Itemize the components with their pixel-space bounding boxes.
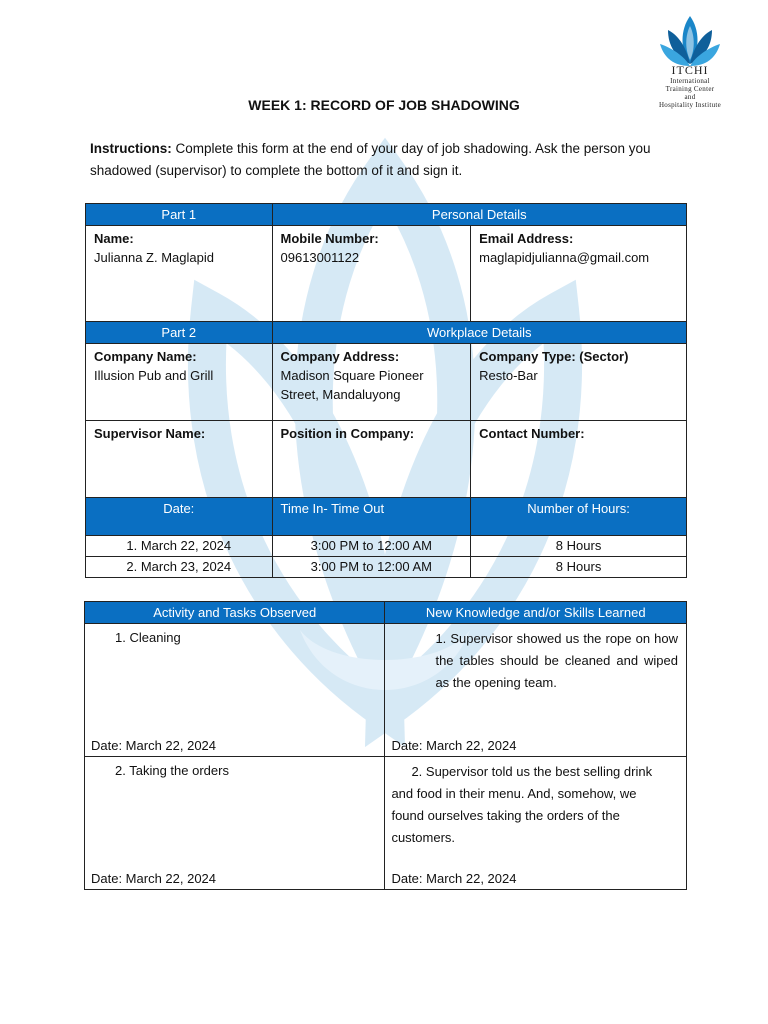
position-label: Position in Company: — [280, 426, 415, 441]
part1-header: Part 1 — [86, 204, 273, 226]
instructions-text: Complete this form at the end of your day of job shadowing. Ask the person you shadowed (supervisor) to complete the bottom of it and sign it. — [90, 141, 651, 178]
company-address-value: Madison Square Pioneer Street, Mandaluyong — [280, 368, 424, 402]
name-label: Name: — [94, 231, 134, 246]
activity-row — [85, 757, 687, 890]
learned-date: Date: March 22, 2024 — [391, 871, 517, 886]
workplace-details-header: Workplace Details — [272, 322, 686, 344]
position-cell — [272, 421, 471, 498]
company-name-cell — [86, 344, 273, 421]
name-value: Julianna Z. Maglapid — [94, 250, 214, 265]
company-address-cell — [272, 344, 471, 421]
knowledge-header: New Knowledge and/or Skills Learned — [385, 602, 687, 624]
supervisor-label: Supervisor Name: — [94, 426, 206, 441]
learned-text: 1. Supervisor showed us the rope on how the tables should be cleaned and wiped as the opening team. — [435, 631, 678, 690]
task-date: Date: March 22, 2024 — [91, 871, 217, 886]
schedule-time: 3:00 PM to 12:00 AM — [272, 557, 471, 578]
company-type-value: Resto-Bar — [479, 368, 538, 383]
mobile-value: 09613001122 — [280, 250, 360, 265]
time-header: Time In- Time Out — [272, 498, 471, 536]
company-name-value: Illusion Pub and Grill — [94, 368, 214, 383]
task-text: 2. Taking the orders — [115, 763, 229, 778]
page-title: WEEK 1: RECORD OF JOB SHADOWING — [248, 97, 520, 113]
email-value: maglapidjulianna@gmail.com — [479, 250, 650, 265]
schedule-row — [86, 536, 687, 557]
email-cell — [471, 226, 687, 322]
mobile-cell — [272, 226, 471, 322]
date-header: Date: — [86, 498, 273, 536]
instructions-label: Instructions: — [90, 141, 172, 156]
contact-cell — [471, 421, 687, 498]
email-label: Email Address: — [479, 231, 574, 246]
learned-cell — [385, 757, 687, 890]
schedule-date: 2. March 23, 2024 — [86, 557, 273, 578]
learned-date: Date: March 22, 2024 — [391, 738, 517, 753]
activity-header: Activity and Tasks Observed — [85, 602, 385, 624]
logo-line3: and — [684, 93, 696, 101]
company-type-cell — [471, 344, 687, 421]
schedule-date: 1. March 22, 2024 — [86, 536, 273, 557]
activities-table — [84, 601, 687, 890]
company-name-label: Company Name: — [94, 349, 197, 364]
schedule-hours: 8 Hours — [471, 536, 687, 557]
mobile-label: Mobile Number: — [280, 231, 379, 246]
part2-header: Part 2 — [86, 322, 273, 344]
hours-header: Number of Hours: — [471, 498, 687, 536]
task-cell — [85, 757, 385, 890]
logo-line2: Training Center — [665, 85, 715, 93]
activity-row — [85, 624, 687, 757]
task-cell — [85, 624, 385, 757]
name-cell — [86, 226, 273, 322]
learned-text: 2. Supervisor told us the best selling drink and food in their menu. And, somehow, we found ourselves taking the orders of the customers. — [391, 764, 653, 845]
details-table — [85, 203, 687, 578]
instructions — [90, 138, 680, 182]
logo-line4: Hospitality Institute — [658, 101, 722, 109]
company-type-label: Company Type: (Sector) — [479, 349, 629, 364]
company-address-label: Company Address: — [280, 349, 400, 364]
supervisor-cell — [86, 421, 273, 498]
schedule-hours: 8 Hours — [471, 557, 687, 578]
task-date: Date: March 22, 2024 — [91, 738, 217, 753]
schedule-time: 3:00 PM to 12:00 AM — [272, 536, 471, 557]
logo-name: ITCHI — [671, 63, 709, 77]
personal-details-header: Personal Details — [272, 204, 686, 226]
task-text: 1. Cleaning — [115, 630, 181, 645]
schedule-row — [86, 557, 687, 578]
logo-line1: International — [670, 77, 710, 85]
learned-cell — [385, 624, 687, 757]
contact-label: Contact Number: — [479, 426, 585, 441]
